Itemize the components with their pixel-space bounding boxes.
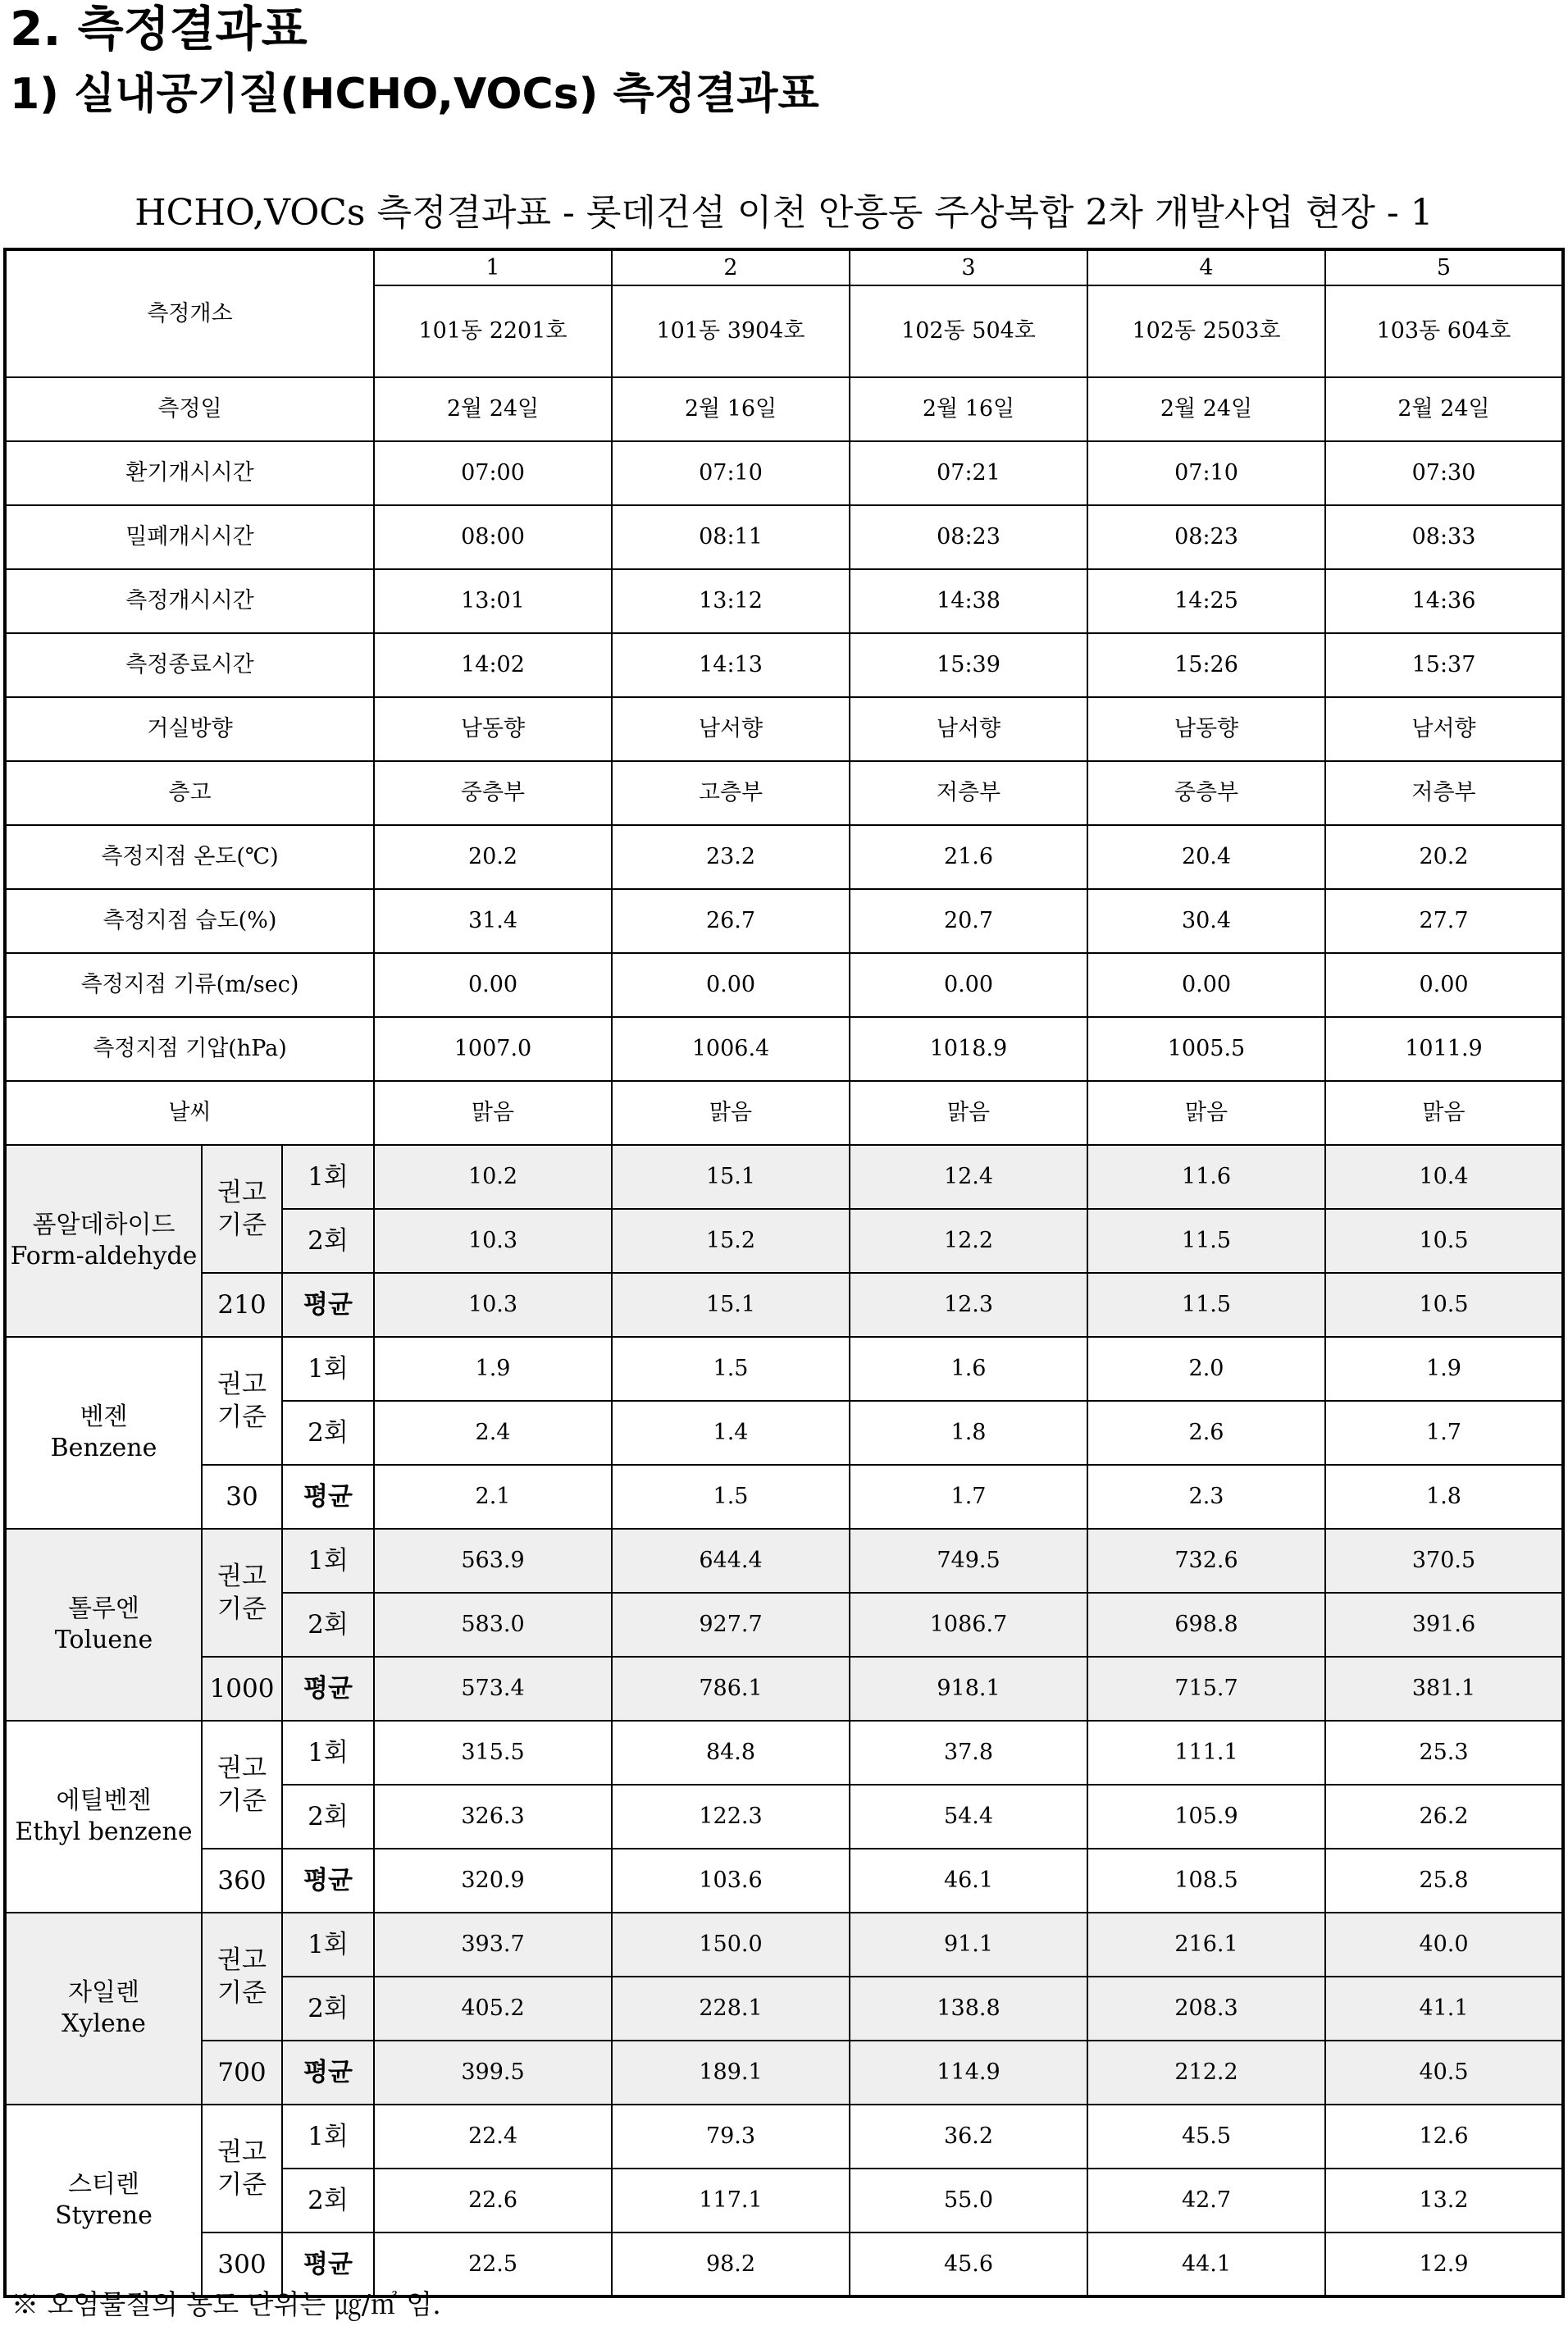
pollutant-name <box>5 1913 202 2105</box>
average-value: 573.4 <box>374 1657 612 1721</box>
measurement-value: 1.4 <box>612 1401 850 1465</box>
info-value: 30.4 <box>1087 889 1325 953</box>
average-value: 10.5 <box>1325 1273 1563 1337</box>
average-value: 46.1 <box>850 1849 1087 1913</box>
average-value: 1.5 <box>612 1465 850 1529</box>
average-value: 786.1 <box>612 1657 850 1721</box>
standard-value: 300 <box>202 2233 282 2296</box>
recommended-standard-label: 권고 기준 <box>202 2105 282 2233</box>
average-value: 10.3 <box>374 1273 612 1337</box>
pollutant-name-ko: 에틸벤젠 <box>56 1786 152 1815</box>
info-value: 중층부 <box>374 761 612 825</box>
average-row <box>5 1849 1563 1913</box>
round-label: 2회 <box>282 1593 374 1657</box>
pollutant-name <box>5 2105 202 2296</box>
info-value: 남동향 <box>374 697 612 761</box>
measurement-row <box>5 1337 1563 1401</box>
info-value: 07:10 <box>612 441 850 505</box>
average-value: 45.6 <box>850 2233 1087 2296</box>
round-label: 1회 <box>282 1529 374 1593</box>
measurement-value: 2.0 <box>1087 1337 1325 1401</box>
measurement-value: 12.4 <box>850 1145 1087 1209</box>
average-label: 평균 <box>282 1849 374 1913</box>
info-value: 0.00 <box>850 953 1087 1017</box>
measurement-value: 391.6 <box>1325 1593 1563 1657</box>
info-row-label: 층고 <box>5 761 374 825</box>
recommended-standard-label: 권고 기준 <box>202 1721 282 1849</box>
info-value: 13:01 <box>374 569 612 633</box>
measurement-value: 228.1 <box>612 1977 850 2041</box>
measurement-row <box>5 1913 1563 1977</box>
measurement-row <box>5 1529 1563 1593</box>
info-value: 2월 16일 <box>850 377 1087 441</box>
measurement-value: 36.2 <box>850 2105 1087 2169</box>
info-value: 08:23 <box>850 505 1087 569</box>
pollutant-name-en: Styrene <box>55 2201 153 2230</box>
average-label: 평균 <box>282 1465 374 1529</box>
round-label: 2회 <box>282 1785 374 1849</box>
site-number: 5 <box>1325 249 1563 285</box>
site-unit: 102동 504호 <box>850 285 1087 377</box>
round-label: 2회 <box>282 1401 374 1465</box>
measurement-row <box>5 1145 1563 1209</box>
info-value: 14:25 <box>1087 569 1325 633</box>
average-value: 212.2 <box>1087 2041 1325 2105</box>
measurement-value: 150.0 <box>612 1913 850 1977</box>
average-row <box>5 1657 1563 1721</box>
info-value: 2월 16일 <box>612 377 850 441</box>
info-value: 저층부 <box>1325 761 1563 825</box>
pollutant-name <box>5 1145 202 1337</box>
measurement-value: 12.2 <box>850 1209 1087 1273</box>
info-value: 0.00 <box>374 953 612 1017</box>
info-value: 0.00 <box>612 953 850 1017</box>
round-label: 2회 <box>282 1977 374 2041</box>
info-value: 2월 24일 <box>374 377 612 441</box>
measurement-value: 40.0 <box>1325 1913 1563 1977</box>
info-row-label: 측정종료시간 <box>5 633 374 697</box>
info-value: 남서향 <box>850 697 1087 761</box>
average-value: 320.9 <box>374 1849 612 1913</box>
average-value: 381.1 <box>1325 1657 1563 1721</box>
average-value: 11.5 <box>1087 1273 1325 1337</box>
site-number: 4 <box>1087 249 1325 285</box>
measurement-value: 54.4 <box>850 1785 1087 1849</box>
average-value: 44.1 <box>1087 2233 1325 2296</box>
info-row <box>5 953 1563 1017</box>
measurement-value: 1086.7 <box>850 1593 1087 1657</box>
measurement-value: 41.1 <box>1325 1977 1563 2041</box>
info-value: 20.2 <box>1325 825 1563 889</box>
info-value: 고층부 <box>612 761 850 825</box>
info-value: 1007.0 <box>374 1017 612 1081</box>
measurement-value: 216.1 <box>1087 1913 1325 1977</box>
round-label: 2회 <box>282 2169 374 2233</box>
round-label: 1회 <box>282 1913 374 1977</box>
measurement-value: 563.9 <box>374 1529 612 1593</box>
average-label: 평균 <box>282 1273 374 1337</box>
measurement-value: 91.1 <box>850 1913 1087 1977</box>
info-value: 08:00 <box>374 505 612 569</box>
measurement-value: 37.8 <box>850 1721 1087 1785</box>
info-value: 14:38 <box>850 569 1087 633</box>
info-row <box>5 441 1563 505</box>
measurement-value: 138.8 <box>850 1977 1087 2041</box>
average-value: 12.9 <box>1325 2233 1563 2296</box>
round-label: 2회 <box>282 1209 374 1273</box>
recommended-standard-label: 권고 기준 <box>202 1529 282 1657</box>
site-number-row <box>5 249 1563 285</box>
info-value: 1005.5 <box>1087 1017 1325 1081</box>
info-row <box>5 1081 1563 1145</box>
measurement-row <box>5 1721 1563 1785</box>
pollutant-name-ko: 폼알데하이드 <box>32 1211 175 1239</box>
info-row <box>5 697 1563 761</box>
round-label: 1회 <box>282 1145 374 1209</box>
info-value: 맑음 <box>1325 1081 1563 1145</box>
info-value: 중층부 <box>1087 761 1325 825</box>
average-value: 1.7 <box>850 1465 1087 1529</box>
measurement-value: 749.5 <box>850 1529 1087 1593</box>
measurement-value: 117.1 <box>612 2169 850 2233</box>
info-value: 26.7 <box>612 889 850 953</box>
average-value: 98.2 <box>612 2233 850 2296</box>
measurement-value: 644.4 <box>612 1529 850 1593</box>
standard-value: 700 <box>202 2041 282 2105</box>
info-row-label: 측정지점 온도(℃) <box>5 825 374 889</box>
info-value: 1006.4 <box>612 1017 850 1081</box>
site-number: 3 <box>850 249 1087 285</box>
recommended-standard-label: 권고 기준 <box>202 1145 282 1273</box>
measurement-value: 10.2 <box>374 1145 612 1209</box>
info-row <box>5 761 1563 825</box>
pollutant-name-en: Xylene <box>62 2009 146 2038</box>
info-value: 15:37 <box>1325 633 1563 697</box>
measurement-row <box>5 2105 1563 2169</box>
measurement-value: 326.3 <box>374 1785 612 1849</box>
standard-value: 30 <box>202 1465 282 1529</box>
measurement-value: 25.3 <box>1325 1721 1563 1785</box>
average-value: 189.1 <box>612 2041 850 2105</box>
info-value: 맑음 <box>1087 1081 1325 1145</box>
average-value: 715.7 <box>1087 1657 1325 1721</box>
measurement-value: 10.4 <box>1325 1145 1563 1209</box>
table-caption: HCHO,VOCs 측정결과표 - 롯데건설 이천 안흥동 주상복합 2차 개발사업 현장 - 1 <box>134 192 1434 234</box>
info-value: 27.7 <box>1325 889 1563 953</box>
info-value: 저층부 <box>850 761 1087 825</box>
measurement-value: 22.6 <box>374 2169 612 2233</box>
pollutant-name-en: Benzene <box>50 1434 157 1462</box>
info-value: 08:33 <box>1325 505 1563 569</box>
measurement-value: 10.5 <box>1325 1209 1563 1273</box>
average-value: 1.8 <box>1325 1465 1563 1529</box>
info-row-label: 측정지점 기압(hPa) <box>5 1017 374 1081</box>
average-value: 22.5 <box>374 2233 612 2296</box>
measurement-value: 927.7 <box>612 1593 850 1657</box>
measurement-value: 22.4 <box>374 2105 612 2169</box>
measurement-value: 315.5 <box>374 1721 612 1785</box>
average-value: 12.3 <box>850 1273 1087 1337</box>
info-value: 맑음 <box>612 1081 850 1145</box>
info-value: 14:13 <box>612 633 850 697</box>
info-value: 07:10 <box>1087 441 1325 505</box>
measurement-value: 15.1 <box>612 1145 850 1209</box>
average-label: 평균 <box>282 2233 374 2296</box>
measurement-value: 11.6 <box>1087 1145 1325 1209</box>
measurement-value: 208.3 <box>1087 1977 1325 2041</box>
info-value: 남동향 <box>1087 697 1325 761</box>
average-label: 평균 <box>282 2041 374 2105</box>
info-value: 31.4 <box>374 889 612 953</box>
average-value: 25.8 <box>1325 1849 1563 1913</box>
info-value: 14:36 <box>1325 569 1563 633</box>
info-row-label: 측정개시시간 <box>5 569 374 633</box>
measurement-value: 84.8 <box>612 1721 850 1785</box>
standard-value: 360 <box>202 1849 282 1913</box>
pollutant-name-ko: 스티렌 <box>68 2169 139 2199</box>
average-value: 114.9 <box>850 2041 1087 2105</box>
info-row <box>5 1017 1563 1081</box>
round-label: 1회 <box>282 1337 374 1401</box>
info-value: 13:12 <box>612 569 850 633</box>
info-value: 남서향 <box>1325 697 1563 761</box>
site-number: 2 <box>612 249 850 285</box>
measurement-value: 42.7 <box>1087 2169 1325 2233</box>
section-heading: 2. 측정결과표 <box>10 1 308 57</box>
measurement-value: 1.9 <box>374 1337 612 1401</box>
info-row-label: 거실방향 <box>5 697 374 761</box>
info-value: 맑음 <box>374 1081 612 1145</box>
measurement-value: 105.9 <box>1087 1785 1325 1849</box>
measurement-value: 405.2 <box>374 1977 612 2041</box>
info-value: 21.6 <box>850 825 1087 889</box>
location-header: 측정개소 <box>5 249 374 377</box>
standard-value: 1000 <box>202 1657 282 1721</box>
measurement-value: 583.0 <box>374 1593 612 1657</box>
info-row <box>5 633 1563 697</box>
measurement-value: 732.6 <box>1087 1529 1325 1593</box>
info-row-label: 측정일 <box>5 377 374 441</box>
info-value: 20.7 <box>850 889 1087 953</box>
info-row-label: 측정지점 습도(%) <box>5 889 374 953</box>
measurement-value: 2.6 <box>1087 1401 1325 1465</box>
measurement-value: 12.6 <box>1325 2105 1563 2169</box>
average-row <box>5 2041 1563 2105</box>
measurement-value: 393.7 <box>374 1913 612 1977</box>
info-value: 20.4 <box>1087 825 1325 889</box>
info-row <box>5 505 1563 569</box>
measurement-value: 11.5 <box>1087 1209 1325 1273</box>
info-row-label: 측정지점 기류(m/sec) <box>5 953 374 1017</box>
site-unit: 101동 2201호 <box>374 285 612 377</box>
average-value: 918.1 <box>850 1657 1087 1721</box>
info-value: 07:21 <box>850 441 1087 505</box>
recommended-standard-label: 권고 기준 <box>202 1337 282 1465</box>
info-value: 15:39 <box>850 633 1087 697</box>
average-value: 399.5 <box>374 2041 612 2105</box>
measurement-value: 26.2 <box>1325 1785 1563 1849</box>
info-value: 07:30 <box>1325 441 1563 505</box>
info-value: 14:02 <box>374 633 612 697</box>
measurement-value: 698.8 <box>1087 1593 1325 1657</box>
info-value: 1018.9 <box>850 1017 1087 1081</box>
site-number: 1 <box>374 249 612 285</box>
average-label: 평균 <box>282 1657 374 1721</box>
standard-value: 210 <box>202 1273 282 1337</box>
measurement-value: 1.6 <box>850 1337 1087 1401</box>
info-row <box>5 889 1563 953</box>
info-value: 20.2 <box>374 825 612 889</box>
pollutant-name <box>5 1529 202 1721</box>
measurement-value: 15.2 <box>612 1209 850 1273</box>
info-value: 08:11 <box>612 505 850 569</box>
measurement-value: 1.8 <box>850 1401 1087 1465</box>
info-value: 15:26 <box>1087 633 1325 697</box>
average-value: 108.5 <box>1087 1849 1325 1913</box>
pollutant-name-en: Ethyl benzene <box>15 1817 193 1846</box>
info-row <box>5 569 1563 633</box>
measurement-value: 45.5 <box>1087 2105 1325 2169</box>
average-value: 2.1 <box>374 1465 612 1529</box>
info-value: 0.00 <box>1087 953 1325 1017</box>
average-row <box>5 1465 1563 1529</box>
round-label: 1회 <box>282 1721 374 1785</box>
average-row <box>5 1273 1563 1337</box>
info-row-label: 밀폐개시시간 <box>5 505 374 569</box>
measurement-value: 1.7 <box>1325 1401 1563 1465</box>
pollutant-name-ko: 벤젠 <box>80 1402 128 1431</box>
info-value: 08:23 <box>1087 505 1325 569</box>
measurement-value: 122.3 <box>612 1785 850 1849</box>
average-value: 15.1 <box>612 1273 850 1337</box>
round-label: 1회 <box>282 2105 374 2169</box>
info-row-label: 환기개시시간 <box>5 441 374 505</box>
info-row <box>5 825 1563 889</box>
results-table <box>3 248 1565 2298</box>
info-row <box>5 377 1563 441</box>
pollutant-name-ko: 톨루엔 <box>68 1594 139 1623</box>
measurement-value: 10.3 <box>374 1209 612 1273</box>
measurement-value: 13.2 <box>1325 2169 1563 2233</box>
measurement-value: 2.4 <box>374 1401 612 1465</box>
info-row-label: 날씨 <box>5 1081 374 1145</box>
results-table-body <box>5 249 1563 2296</box>
subsection-heading: 1) 실내공기질(HCHO,VOCs) 측정결과표 <box>10 70 819 119</box>
measurement-value: 111.1 <box>1087 1721 1325 1785</box>
info-value: 0.00 <box>1325 953 1563 1017</box>
average-value: 2.3 <box>1087 1465 1325 1529</box>
average-value: 40.5 <box>1325 2041 1563 2105</box>
measurement-value: 1.5 <box>612 1337 850 1401</box>
measurement-value: 1.9 <box>1325 1337 1563 1401</box>
info-value: 2월 24일 <box>1087 377 1325 441</box>
pollutant-name <box>5 1721 202 1913</box>
info-value: 맑음 <box>850 1081 1087 1145</box>
pollutant-name <box>5 1337 202 1529</box>
site-unit: 103동 604호 <box>1325 285 1563 377</box>
pollutant-name-en: Form-aldehyde <box>10 1242 198 1270</box>
measurement-value: 55.0 <box>850 2169 1087 2233</box>
info-value: 2월 24일 <box>1325 377 1563 441</box>
info-value: 남서향 <box>612 697 850 761</box>
recommended-standard-label: 권고 기준 <box>202 1913 282 2041</box>
info-value: 1011.9 <box>1325 1017 1563 1081</box>
site-unit: 101동 3904호 <box>612 285 850 377</box>
measurement-value: 79.3 <box>612 2105 850 2169</box>
measurement-value: 370.5 <box>1325 1529 1563 1593</box>
info-value: 07:00 <box>374 441 612 505</box>
info-value: 23.2 <box>612 825 850 889</box>
pollutant-name-ko: 자일렌 <box>68 1978 139 2007</box>
pollutant-name-en: Toluene <box>54 1626 153 1654</box>
site-unit: 102동 2503호 <box>1087 285 1325 377</box>
average-value: 103.6 <box>612 1849 850 1913</box>
unit-footnote: ※ 오염물질의 농도 단위는 ㎍/㎥ 임. <box>11 2288 441 2320</box>
